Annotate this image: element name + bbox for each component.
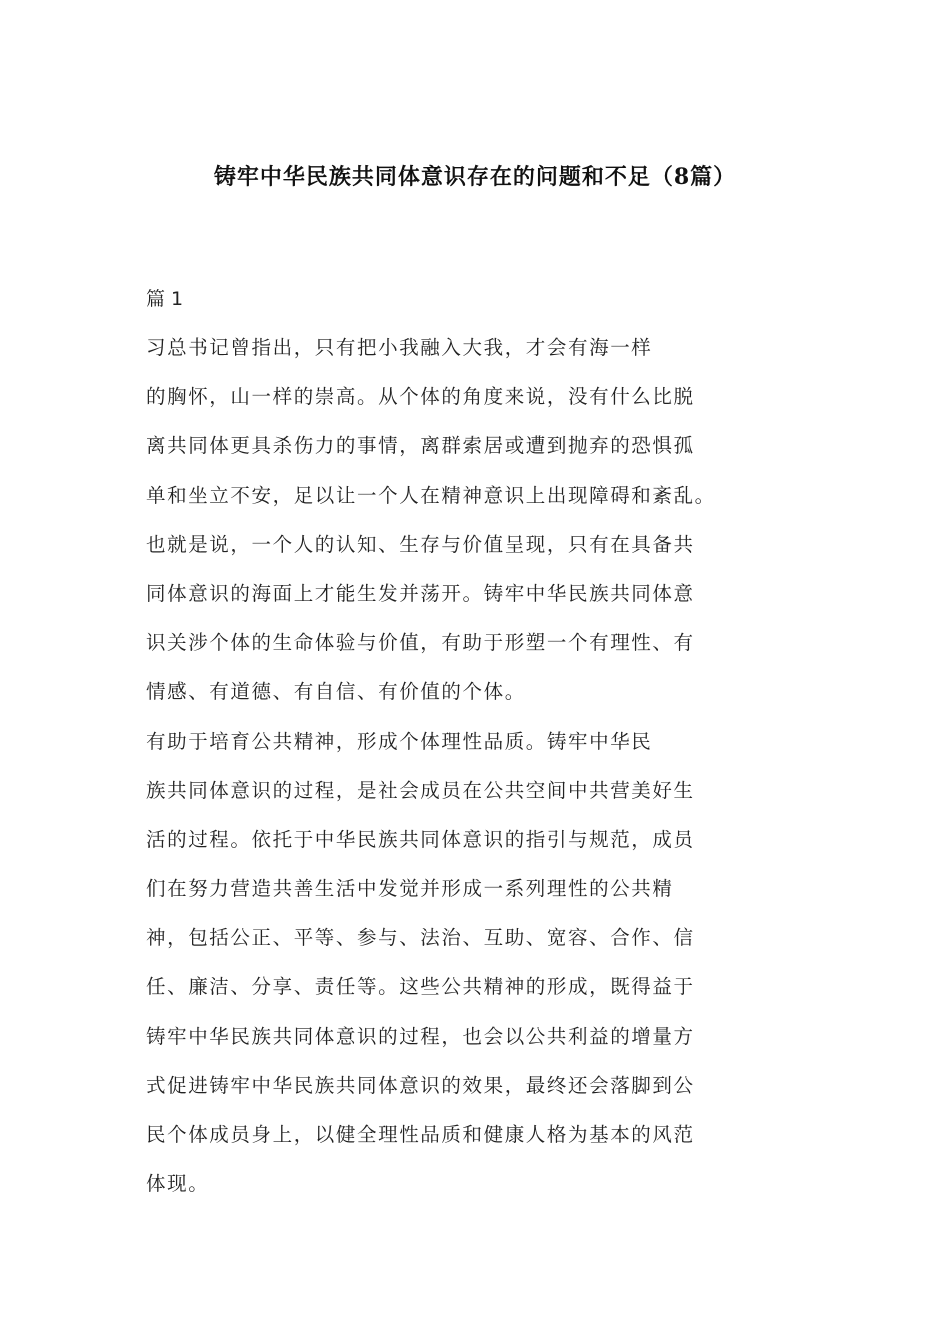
paragraph-line: 民个体成员身上，以健全理性品质和健康人格为基本的风范 <box>146 1123 695 1146</box>
paragraph-line: 活的过程。依托于中华民族共同体意识的指引与规范，成员 <box>146 827 695 851</box>
paragraph-line: 式促进铸牢中华民族共同体意识的效果，最终还会落脚到公 <box>146 1073 695 1097</box>
section-heading: 篇 1 <box>146 288 184 310</box>
paragraph-line: 们在努力营造共善生活中发觉并形成一系列理性的公共精 <box>146 877 674 901</box>
document-title: 铸牢中华民族共同体意识存在的问题和不足（8篇） <box>213 164 737 190</box>
paragraph-line: 的胸怀，山一样的崇高。从个体的角度来说，没有什么比脱 <box>146 385 695 409</box>
paragraph-line: 体现。 <box>146 1172 210 1196</box>
paragraph-line: 离共同体更具杀伤力的事情，离群索居或遭到抛弃的恐惧孤 <box>146 434 695 458</box>
paragraph-line: 铸牢中华民族共同体意识的过程，也会以公共利益的增量方 <box>146 1024 695 1048</box>
paragraph-line: 神，包括公正、平等、参与、法治、互助、宽容、合作、信 <box>146 926 695 950</box>
paragraph-line: 也就是说，一个人的认知、生存与价值呈现，只有在具备共 <box>146 532 695 556</box>
paragraph-line: 任、廉洁、分享、责任等。这些公共精神的形成，既得益于 <box>146 975 695 999</box>
paragraph-line: 情感、有道德、有自信、有价值的个体。 <box>146 680 526 704</box>
paragraph-line: 单和坐立不安，足以让一个人在精神意识上出现障碍和紊乱。 <box>146 483 716 507</box>
paragraph-line: 族共同体意识的过程，是社会成员在公共空间中共营美好生 <box>146 778 695 802</box>
paragraph-line: 识关涉个体的生命体验与价值，有助于形塑一个有理性、有 <box>146 631 695 655</box>
paragraph-line: 同体意识的海面上才能生发并荡开。铸牢中华民族共同体意 <box>146 581 695 605</box>
body-text <box>146 332 846 1217</box>
paragraph-line: 习总书记曾指出，只有把小我融入大我，才会有海一样 <box>146 336 653 359</box>
paragraph-line: 有助于培育公共精神，形成个体理性品质。铸牢中华民 <box>146 729 653 753</box>
